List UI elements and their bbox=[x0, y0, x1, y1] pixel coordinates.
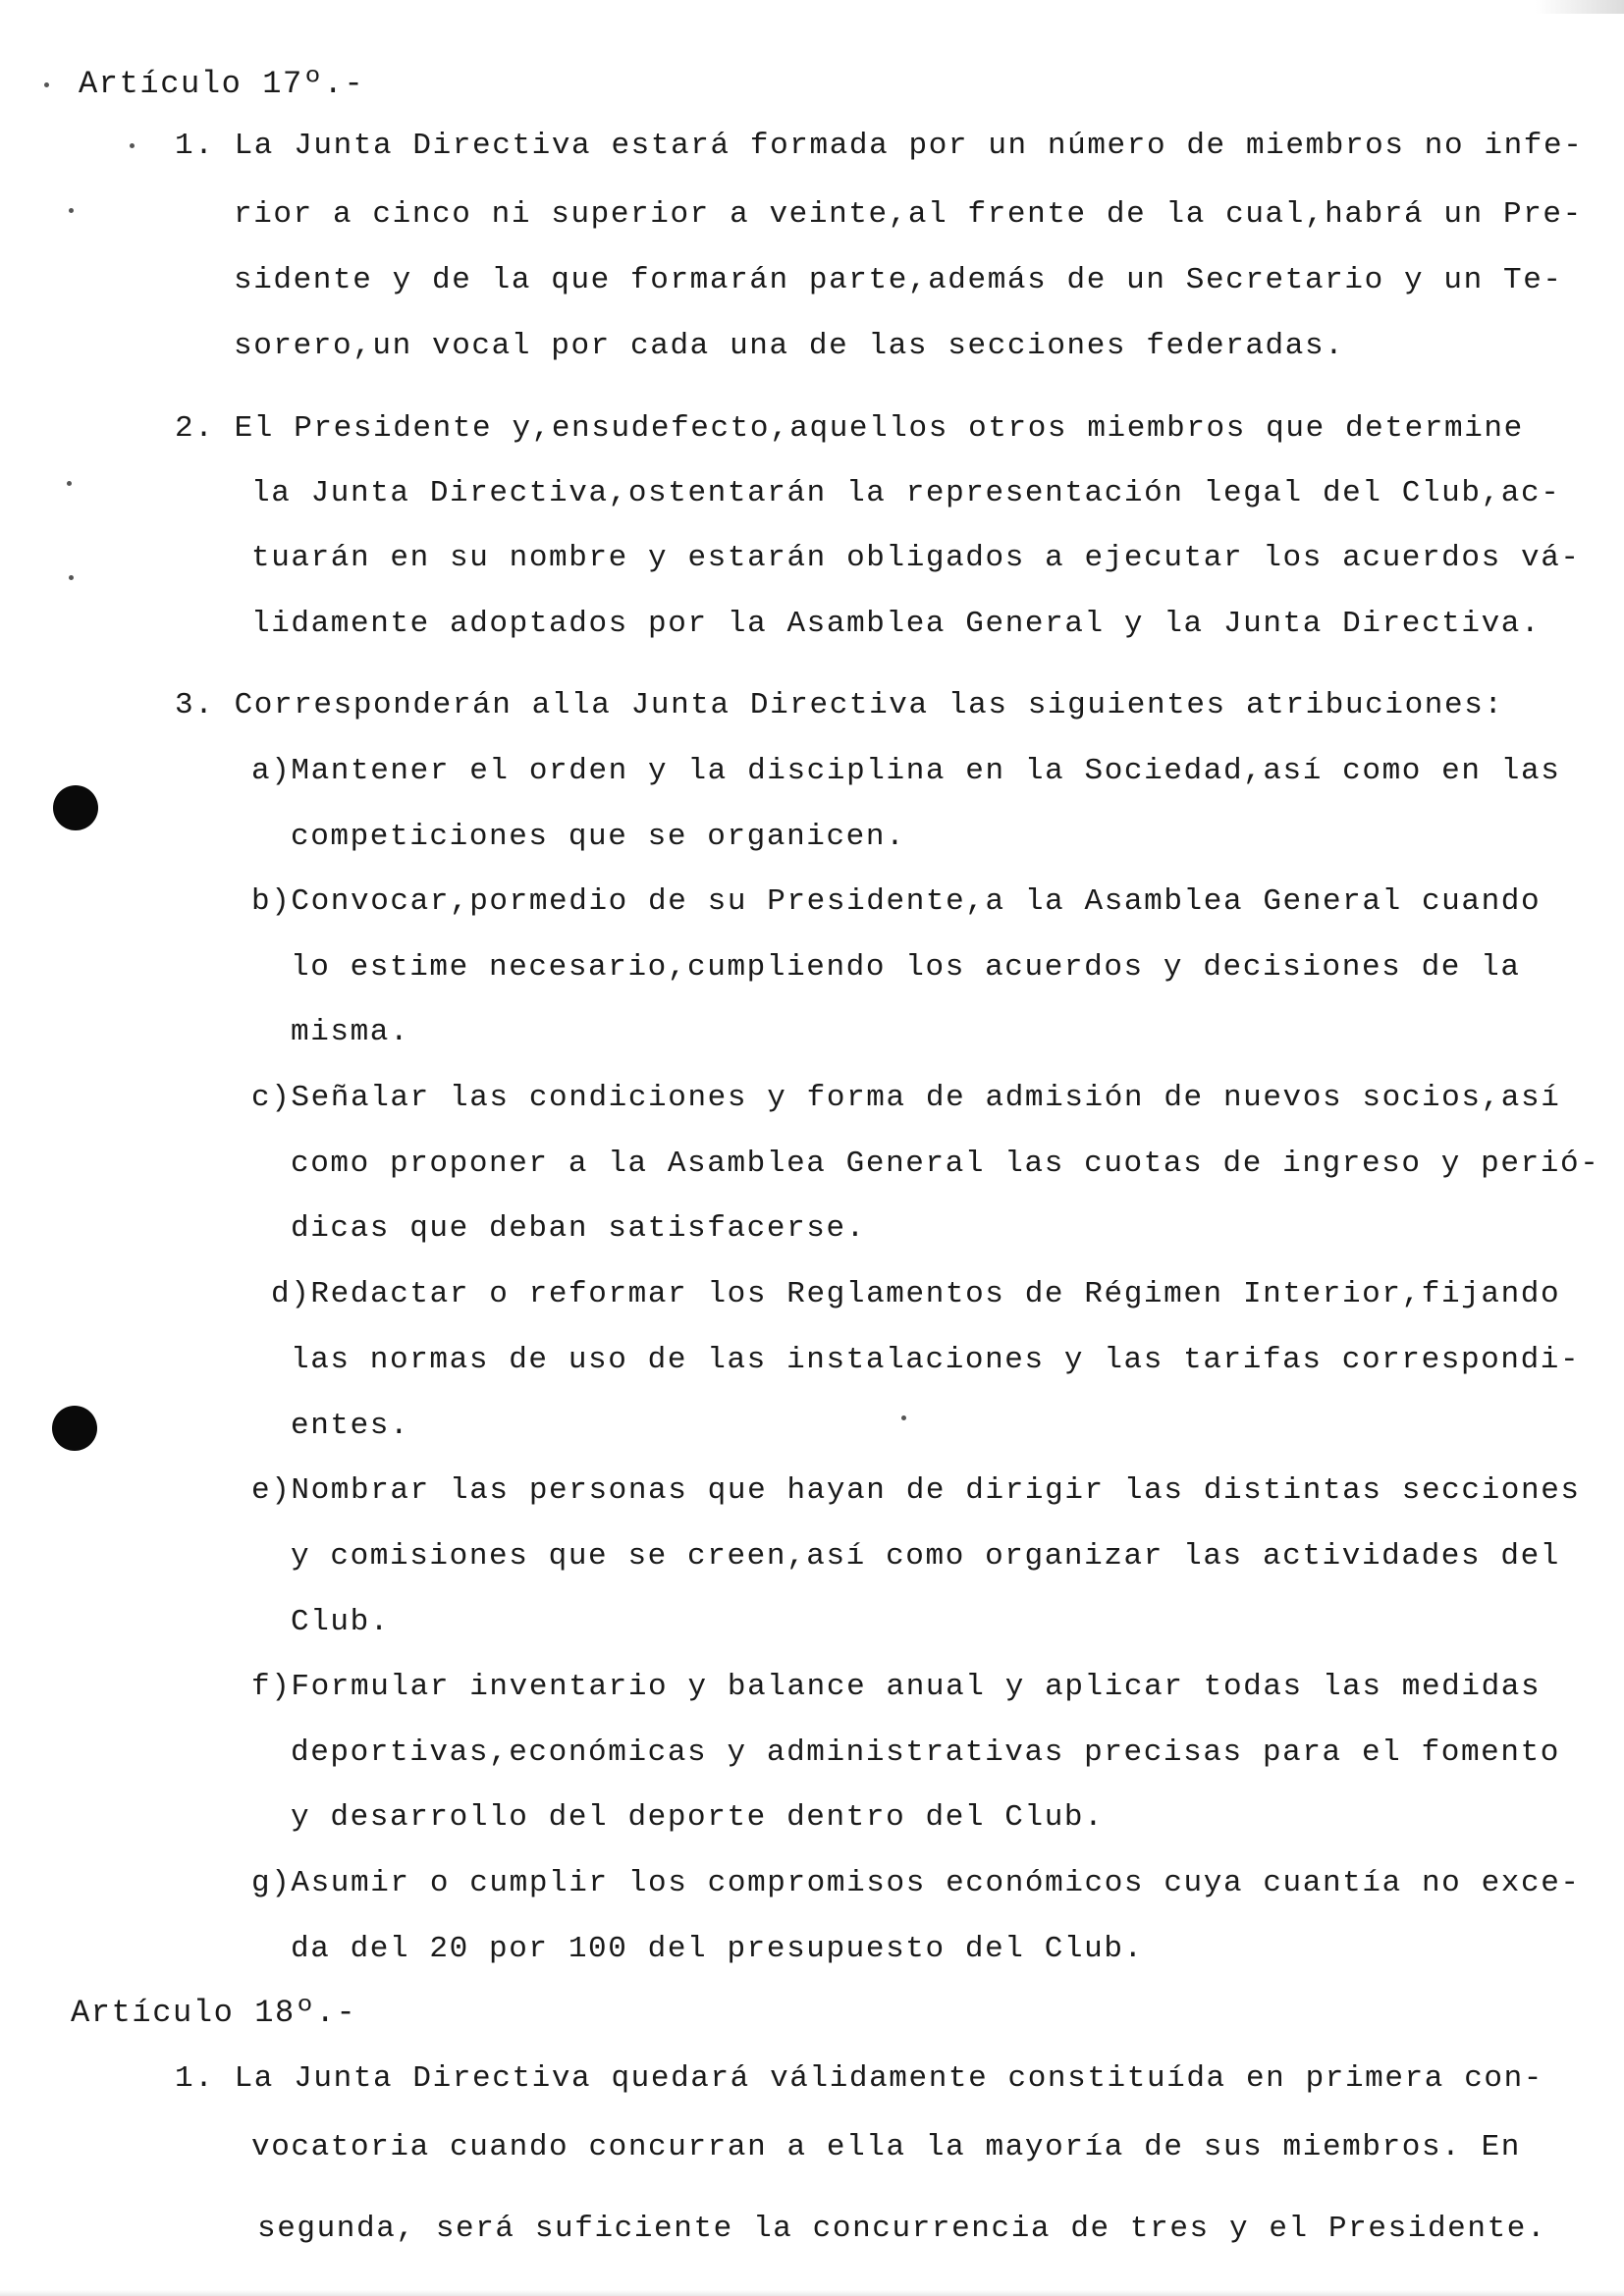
text-line: da del 20 por 100 del presupuesto del Club. bbox=[291, 1932, 1144, 1966]
text-line: sidente y de la que formarán parte,además de un Secretario y un Te- bbox=[234, 263, 1563, 297]
text-line: sorero,un vocal por cada una de las secciones federadas. bbox=[234, 329, 1345, 363]
text-line: lidamente adoptados por la Asamblea General y la Junta Directiva. bbox=[251, 607, 1542, 641]
margin-mark bbox=[44, 82, 49, 87]
margin-mark bbox=[67, 481, 72, 486]
margin-mark bbox=[901, 1415, 906, 1420]
text-line: rior a cinco ni superior a veinte,al frente de la cual,habrá un Pre- bbox=[234, 197, 1583, 232]
text-line: f)Formular inventario y balance anual y aplicar todas las medidas bbox=[251, 1670, 1542, 1704]
margin-mark bbox=[69, 575, 74, 580]
text-line: c)Señalar las condiciones y forma de admisión de nuevos socios,así bbox=[251, 1081, 1561, 1115]
punch-hole bbox=[52, 1406, 97, 1451]
margin-mark bbox=[130, 143, 135, 148]
text-line: competiciones que se organicen. bbox=[291, 820, 906, 854]
text-line: y desarrollo del deporte dentro del Club. bbox=[291, 1800, 1105, 1835]
text-line: 3. Corresponderán alla Junta Directiva las siguientes atribuciones: bbox=[175, 688, 1504, 722]
margin-mark bbox=[69, 208, 74, 213]
text-line: e)Nombrar las personas que hayan de dirigir las distintas secciones bbox=[251, 1473, 1581, 1508]
text-line: entes. bbox=[291, 1409, 410, 1443]
text-line: b)Convocar,pormedio de su Presidente,a la Asamblea General cuando bbox=[251, 884, 1542, 919]
text-line: deportivas,económicas y administrativas precisas para el fomento bbox=[291, 1735, 1560, 1770]
page-corner-shadow bbox=[1536, 0, 1624, 14]
text-line: misma. bbox=[291, 1015, 410, 1049]
text-line: vocatoria cuando concurran a ella la mayoría de sus miembros. En bbox=[251, 2130, 1521, 2164]
page-bottom-edge bbox=[0, 2290, 1624, 2296]
text-line: la Junta Directiva,ostentarán la representación legal del Club,ac- bbox=[251, 476, 1561, 510]
text-line: como proponer a la Asamblea General las cuotas de ingreso y perió- bbox=[291, 1147, 1600, 1181]
text-line: 2. El Presidente y,ensudefecto,aquellos otros miembros que determine bbox=[175, 411, 1524, 446]
text-line: segunda, será suficiente la concurrencia de tres y el Presidente. bbox=[257, 2212, 1547, 2246]
punch-hole bbox=[53, 785, 98, 830]
text-line: 1. La Junta Directiva estará formada por un número de miembros no infe- bbox=[175, 129, 1584, 163]
text-line: 1. La Junta Directiva quedará válidamente constituída en primera con- bbox=[175, 2061, 1544, 2096]
text-line: a)Mantener el orden y la disciplina en la Sociedad,así como en las bbox=[251, 754, 1561, 788]
text-line: lo estime necesario,cumpliendo los acuerdos y decisiones de la bbox=[291, 950, 1521, 985]
text-line: d)Redactar o reformar los Reglamentos de Régimen Interior,fijando bbox=[271, 1277, 1561, 1311]
text-line: y comisiones que se creen,así como organizar las actividades del bbox=[291, 1539, 1560, 1574]
article-18-heading: Artículo 18º.- bbox=[71, 1995, 357, 2031]
text-line: dicas que deban satisfacerse. bbox=[291, 1211, 866, 1246]
text-line: las normas de uso de las instalaciones y las tarifas correspondi- bbox=[291, 1343, 1581, 1377]
text-line: g)Asumir o cumplir los compromisos económicos cuya cuantía no exce- bbox=[251, 1866, 1581, 1900]
article-17-heading: Artículo 17º.- bbox=[79, 66, 365, 102]
text-line: Club. bbox=[291, 1605, 391, 1639]
text-line: tuarán en su nombre y estarán obligados a ejecutar los acuerdos vá- bbox=[251, 541, 1581, 575]
